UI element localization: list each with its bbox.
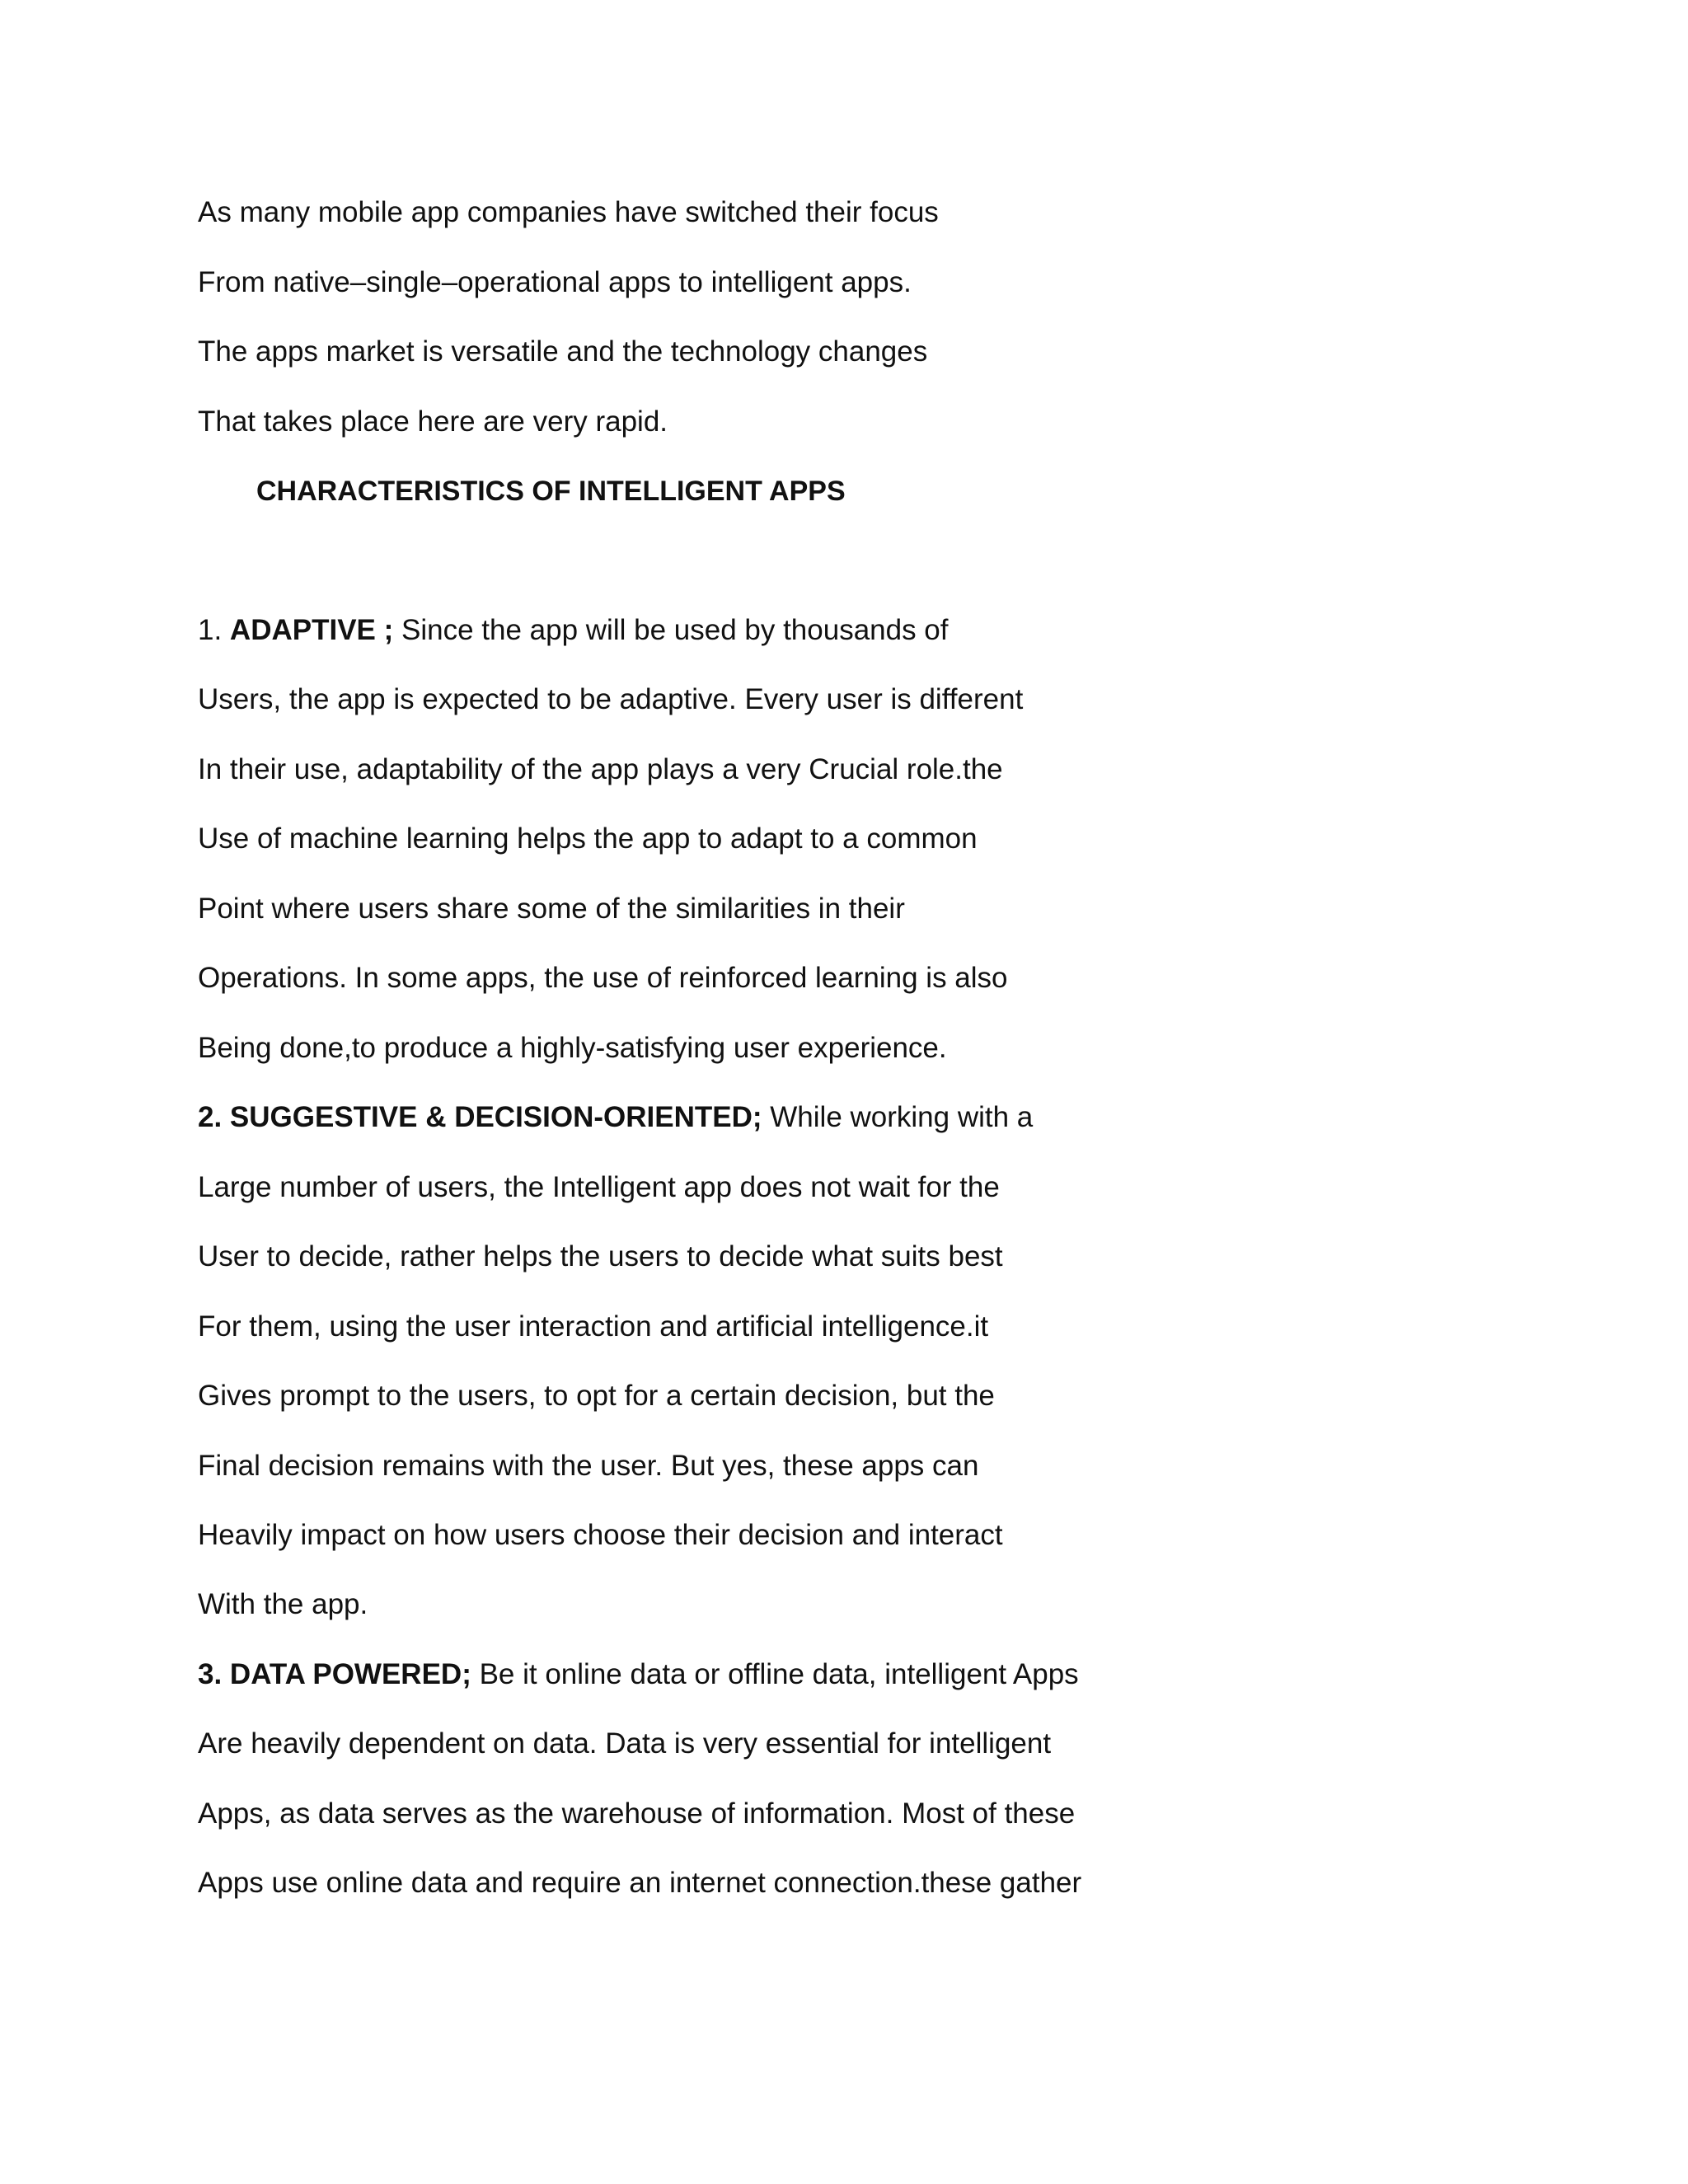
intro-line: As many mobile app companies have switched their focus (198, 196, 939, 228)
intro-line: The apps market is versatile and the technology changes (198, 335, 928, 368)
data-powered-first-line (198, 1654, 1079, 1695)
data-powered-label: 3. DATA POWERED; (198, 1658, 471, 1690)
data-powered-line: Are heavily dependent on data. Data is very essential for intelligent (198, 1727, 1052, 1760)
data-powered-line: Apps use online data and require an internet connection.these gather (198, 1867, 1082, 1899)
suggestive-line: Gives prompt to the users, to opt for a certain decision, but the (198, 1380, 995, 1412)
intro-line: From native–single–operational apps to intelligent apps. (198, 266, 912, 298)
adaptive-line: Point where users share some of the similarities in their (198, 893, 905, 925)
suggestive-first-line-text: While working with a (762, 1101, 1034, 1133)
suggestive-line: For them, using the user interaction and artificial intelligence.it (198, 1310, 989, 1343)
suggestive-line: Heavily impact on how users choose their decision and interact (198, 1519, 1003, 1551)
adaptive-line: Use of machine learning helps the app to adapt to a common (198, 823, 978, 855)
suggestive-label: 2. SUGGESTIVE & DECISION-ORIENTED; (198, 1101, 762, 1133)
suggestive-first-line (198, 1097, 1033, 1138)
adaptive-first-line (198, 610, 949, 651)
suggestive-line: User to decide, rather helps the users to decide what suits best (198, 1240, 1003, 1272)
suggestive-line: Final decision remains with the user. But yes, these apps can (198, 1450, 979, 1482)
data-powered-first-line-text: Be it online data or offline data, intelligent Apps (471, 1658, 1079, 1690)
data-powered-line: Apps, as data serves as the warehouse of information. Most of these (198, 1797, 1076, 1830)
adaptive-line: Operations. In some apps, the use of reinforced learning is also (198, 962, 1008, 994)
adaptive-label: ADAPTIVE ; (229, 614, 394, 646)
suggestive-line: With the app. (198, 1588, 368, 1620)
adaptive-line: In their use, adaptability of the app plays a very Crucial role.the (198, 753, 1003, 785)
section-heading: CHARACTERISTICS OF INTELLIGENT APPS (256, 476, 846, 507)
intro-line: That takes place here are very rapid. (198, 405, 668, 438)
suggestive-line: Large number of users, the Intelligent app does not wait for the (198, 1171, 1000, 1203)
adaptive-number: 1. (198, 614, 230, 646)
adaptive-line: Being done,to produce a highly-satisfying user experience. (198, 1032, 947, 1064)
adaptive-first-line-text: Since the app will be used by thousands of (393, 614, 949, 646)
adaptive-line: Users, the app is expected to be adaptive. Every user is different (198, 683, 1024, 715)
